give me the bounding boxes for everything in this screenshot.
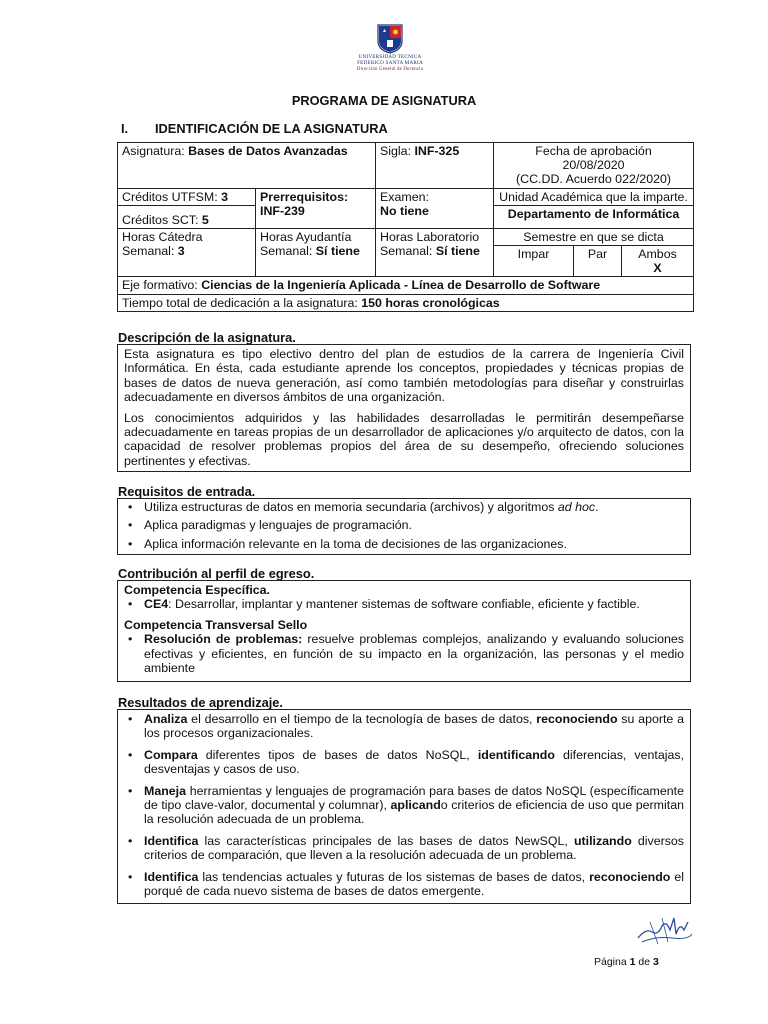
requisitos-box [117,498,691,555]
list-item: • Maneja herramientas y lenguajes de programación para bases de datos NoSQL (específicamente de tipo clave-valor, documental y columnar), aplicando criterios de eficiencia de uso que permitan la resolución adecuada de un problema. [128,783,684,827]
ambos-cell: Ambos X [622,246,694,277]
competencia-especifica-list [124,597,684,611]
section-number: I. [121,121,129,136]
list-item: • Compara diferentes tipos de bases de datos NoSQL, identificando diferencias, ventajas, desventajas y casos de uso. [128,747,684,777]
table-row [118,277,694,294]
par-cell: Par [574,246,622,277]
fecha-aprobacion-cell: Fecha de aprobación 20/08/2020 (CC.DD. Acuerdo 022/2020) [494,143,694,189]
university-name-line2: FEDERICO SANTA MARIA [357,60,423,66]
university-name-line1: UNIVERSIDAD TECNICA [358,54,422,60]
list-item: • Utiliza estructuras de datos en memoria secundaria (archivos) y algoritmos ad hoc. [128,500,599,514]
resultados-heading: Resultados de aprendizaje. [118,695,283,710]
sigla-cell: Sigla: INF-325 [376,143,494,189]
descripcion-box [117,344,691,472]
list-item: • Resolución de problemas: resuelve problemas complejos, analizando y evaluando soluciones efectivas y eficientes, en función de su impacto en la organización, las personas y el medio ambiente [128,632,684,676]
page-number: Página 1 de 3 [594,956,659,968]
contribucion-heading: Contribución al perfil de egreso. [118,566,315,581]
eje-formativo-cell: Eje formativo: Ciencias de la Ingeniería Aplicada - Línea de Desarrollo de Software [118,277,694,294]
section-heading [121,121,388,136]
table-row [118,143,694,189]
requisitos-list [124,500,684,551]
document-title: PROGRAMA DE ASIGNATURA [291,93,477,108]
table-row [118,294,694,311]
resultados-box [117,709,691,904]
table-row [118,228,694,245]
university-direction: Dirección General de Docencia [356,67,424,72]
section-title: IDENTIFICACIÓN DE LA ASIGNATURA [155,121,388,136]
departamento-cell: Departamento de Informática [494,205,694,228]
list-item: • Identifica las tendencias actuales y futuras de los sistemas de bases de datos, reconociendo el porqué de cada nuevo sistema de bases de datos emergente. [128,869,684,899]
identification-table [117,142,694,312]
prerrequisitos-cell: Prerrequisitos: INF-239 [256,188,376,228]
handwritten-signature-icon [632,908,696,948]
competencia-transversal-heading: Competencia Transversal Sello [124,617,308,632]
horas-catedra-cell: Horas Cátedra Semanal: 3 [118,228,256,277]
descripcion-paragraph-1: Esta asignatura es tipo electivo dentro del plan de estudios de la carrera de Ingeniería Civil Informática. En ésta, cada estudiante aprende los conceptos, propiedades y técnicas propias de bases de datos de nueva generación, así como también metodologías para diseñar y construirlas adecuadamente en diversos ámbitos de una organización. [124,347,684,405]
creditos-utfsm-cell: Créditos UTFSM: 3 [118,188,256,205]
tiempo-total-cell: Tiempo total de dedicación a la asignatura: 150 horas cronológicas [118,294,694,311]
list-item: • Analiza el desarrollo en el tiempo de la tecnología de bases de datos, reconociendo su aporte a los procesos organizacionales. [128,712,684,741]
horas-ayudantia-cell: Horas Ayudantía Semanal: Sí tiene [256,228,376,277]
descripcion-paragraph-2: Los conocimientos adquiridos y las habilidades desarrolladas le permitirán desempeñarse adecuadamente en tareas propias de un desarrollador de aplicaciones y/o arquitecto de datos, con la capacidad de resolver problemas propios del área de su desempeño, ofreciendo soluciones pertinentes y efectivas. [124,410,684,468]
contribucion-box [117,580,691,682]
examen-cell: Examen: No tiene [376,188,494,228]
list-item: • Identifica las características principales de las bases de datos NewSQL, utilizando diversos criterios de comparación, que lleven a la resolución adecuada de un problema. [128,833,684,863]
competencia-transversal-list [124,632,684,675]
university-logo [350,24,430,82]
resultados-list [124,712,684,898]
requisitos-heading: Requisitos de entrada. [118,484,256,499]
creditos-sct-cell: Créditos SCT: 5 [118,205,256,228]
list-item: • CE4: Desarrollar, implantar y mantener sistemas de software confiable, eficiente y factible. [128,597,640,612]
horas-laboratorio-cell: Horas Laboratorio Semanal: Sí tiene [376,228,494,277]
semestre-cell: Semestre en que se dicta [494,228,694,245]
descripcion-heading: Descripción de la asignatura. [118,330,296,345]
list-item: • Aplica paradigmas y lenguajes de programación. [128,518,412,533]
table-row [118,188,694,205]
competencia-especifica-heading: Competencia Específica. [124,583,270,597]
list-item: • Aplica información relevante en la toma de decisiones de las organizaciones. [128,536,567,551]
university-crest-icon [377,24,403,54]
asignatura-cell: Asignatura: Bases de Datos Avanzadas [118,143,376,189]
unidad-academica-cell: Unidad Académica que la imparte. [494,188,694,205]
impar-cell: Impar [494,246,574,277]
